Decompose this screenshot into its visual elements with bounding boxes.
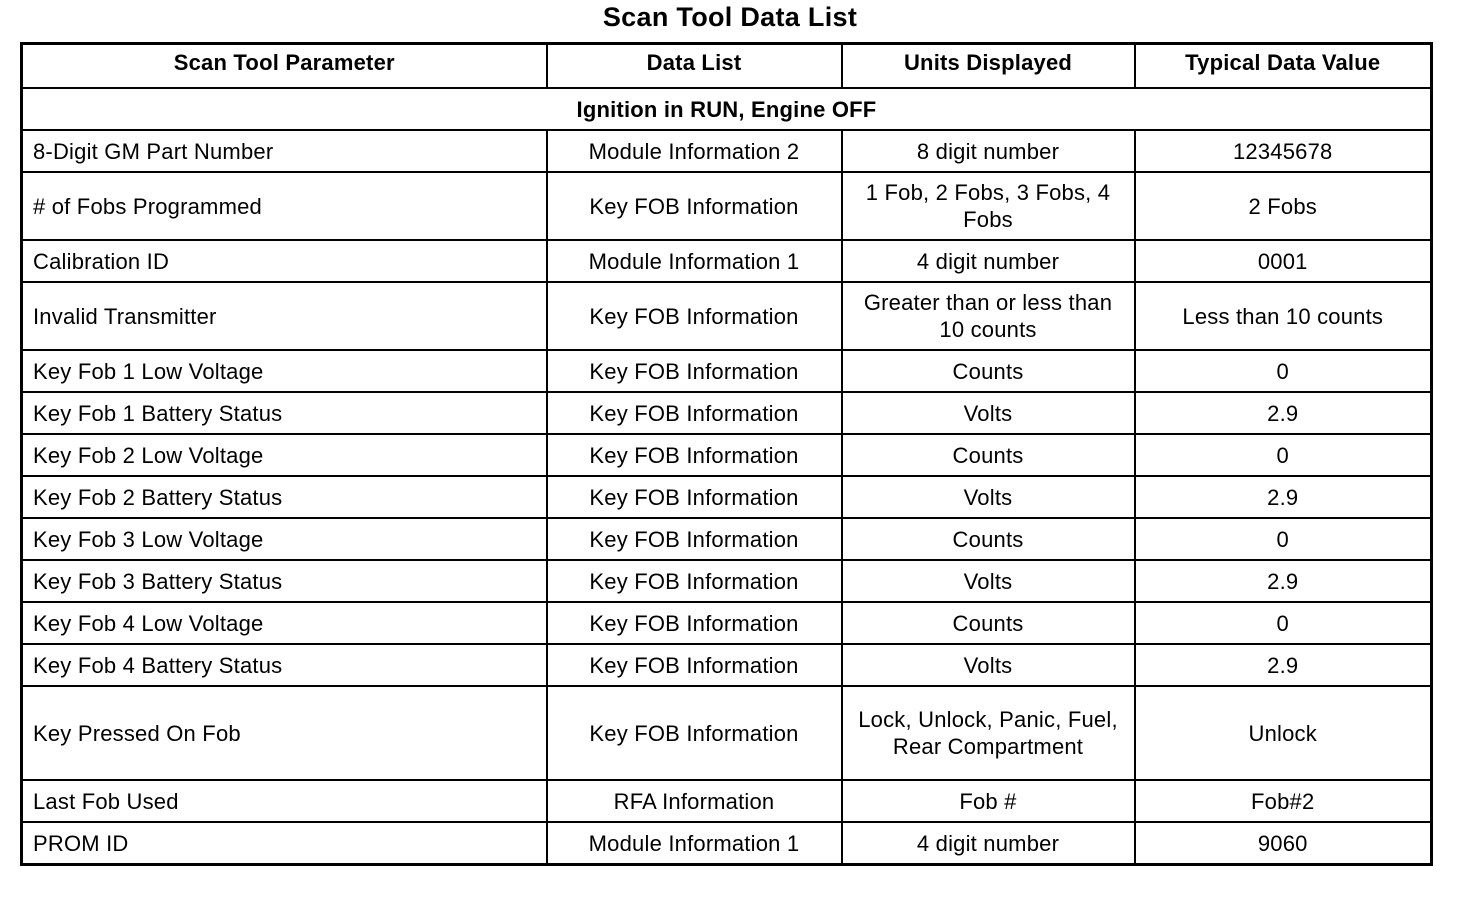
- parameter-cell: Invalid Transmitter: [22, 282, 547, 350]
- value-cell: Less than 10 counts: [1135, 282, 1432, 350]
- data-list-cell: Key FOB Information: [547, 560, 842, 602]
- table-row: [22, 350, 1432, 392]
- units-cell: Counts: [842, 518, 1135, 560]
- units-cell: Counts: [842, 434, 1135, 476]
- table-row: [22, 560, 1432, 602]
- page-title: Scan Tool Data List: [602, 2, 858, 32]
- table-row: [22, 130, 1432, 172]
- section-row: [22, 88, 1432, 130]
- column-header-units: Units Displayed: [842, 44, 1135, 89]
- data-list-cell: Key FOB Information: [547, 172, 842, 240]
- parameter-cell: Key Fob 2 Low Voltage: [22, 434, 547, 476]
- column-header-parameter: Scan Tool Parameter: [22, 44, 547, 89]
- parameter-cell: Calibration ID: [22, 240, 547, 282]
- value-cell: 0: [1135, 350, 1432, 392]
- parameter-cell: Key Fob 3 Low Voltage: [22, 518, 547, 560]
- units-cell: Counts: [842, 350, 1135, 392]
- parameter-cell: Key Fob 2 Battery Status: [22, 476, 547, 518]
- table-row: [22, 644, 1432, 686]
- parameter-cell: Key Fob 4 Low Voltage: [22, 602, 547, 644]
- table-row: [22, 686, 1432, 780]
- units-cell: Counts: [842, 602, 1135, 644]
- value-cell: 0: [1135, 434, 1432, 476]
- data-list-cell: Key FOB Information: [547, 602, 842, 644]
- parameter-cell: Key Fob 3 Battery Status: [22, 560, 547, 602]
- data-list-cell: Module Information 2: [547, 130, 842, 172]
- value-cell: Unlock: [1135, 686, 1432, 780]
- units-cell: 1 Fob, 2 Fobs, 3 Fobs, 4 Fobs: [842, 172, 1135, 240]
- value-cell: 12345678: [1135, 130, 1432, 172]
- value-cell: 2.9: [1135, 392, 1432, 434]
- value-cell: 0001: [1135, 240, 1432, 282]
- table-header-row: [22, 44, 1432, 89]
- value-cell: Fob#2: [1135, 780, 1432, 822]
- units-cell: Volts: [842, 392, 1135, 434]
- value-cell: 2.9: [1135, 476, 1432, 518]
- data-list-cell: Key FOB Information: [547, 476, 842, 518]
- table-row: [22, 434, 1432, 476]
- units-cell: 8 digit number: [842, 130, 1135, 172]
- units-cell: 4 digit number: [842, 240, 1135, 282]
- units-cell: Fob #: [842, 780, 1135, 822]
- data-list-cell: RFA Information: [547, 780, 842, 822]
- parameter-cell: # of Fobs Programmed: [22, 172, 547, 240]
- scan-tool-data-table: [20, 42, 1433, 866]
- parameter-cell: 8-Digit GM Part Number: [22, 130, 547, 172]
- parameter-cell: Key Fob 1 Battery Status: [22, 392, 547, 434]
- value-cell: 2.9: [1135, 644, 1432, 686]
- data-list-cell: Key FOB Information: [547, 686, 842, 780]
- value-cell: 2 Fobs: [1135, 172, 1432, 240]
- table-row: [22, 476, 1432, 518]
- parameter-cell: PROM ID: [22, 822, 547, 865]
- data-list-cell: Key FOB Information: [547, 392, 842, 434]
- table-row: [22, 518, 1432, 560]
- column-header-typical-value: Typical Data Value: [1135, 44, 1432, 89]
- units-cell: Volts: [842, 560, 1135, 602]
- table-row: [22, 240, 1432, 282]
- value-cell: 9060: [1135, 822, 1432, 865]
- table-row: [22, 172, 1432, 240]
- parameter-cell: Key Fob 4 Battery Status: [22, 644, 547, 686]
- parameter-cell: Key Fob 1 Low Voltage: [22, 350, 547, 392]
- data-list-cell: Key FOB Information: [547, 434, 842, 476]
- table-row: [22, 392, 1432, 434]
- data-list-cell: Module Information 1: [547, 822, 842, 865]
- data-list-cell: Module Information 1: [547, 240, 842, 282]
- data-list-cell: Key FOB Information: [547, 350, 842, 392]
- data-list-cell: Key FOB Information: [547, 282, 842, 350]
- table-row: [22, 780, 1432, 822]
- parameter-cell: Last Fob Used: [22, 780, 547, 822]
- units-cell: Volts: [842, 476, 1135, 518]
- data-list-cell: Key FOB Information: [547, 518, 842, 560]
- data-list-cell: Key FOB Information: [547, 644, 842, 686]
- value-cell: 0: [1135, 602, 1432, 644]
- units-cell: 4 digit number: [842, 822, 1135, 865]
- units-cell: Lock, Unlock, Panic, Fuel, Rear Compartment: [842, 686, 1135, 780]
- units-cell: Volts: [842, 644, 1135, 686]
- parameter-cell: Key Pressed On Fob: [22, 686, 547, 780]
- table-row: [22, 282, 1432, 350]
- section-heading: Ignition in RUN, Engine OFF: [22, 88, 1432, 130]
- column-header-data-list: Data List: [547, 44, 842, 89]
- value-cell: 0: [1135, 518, 1432, 560]
- units-cell: Greater than or less than 10 counts: [842, 282, 1135, 350]
- value-cell: 2.9: [1135, 560, 1432, 602]
- table-row: [22, 602, 1432, 644]
- table-row: [22, 822, 1432, 865]
